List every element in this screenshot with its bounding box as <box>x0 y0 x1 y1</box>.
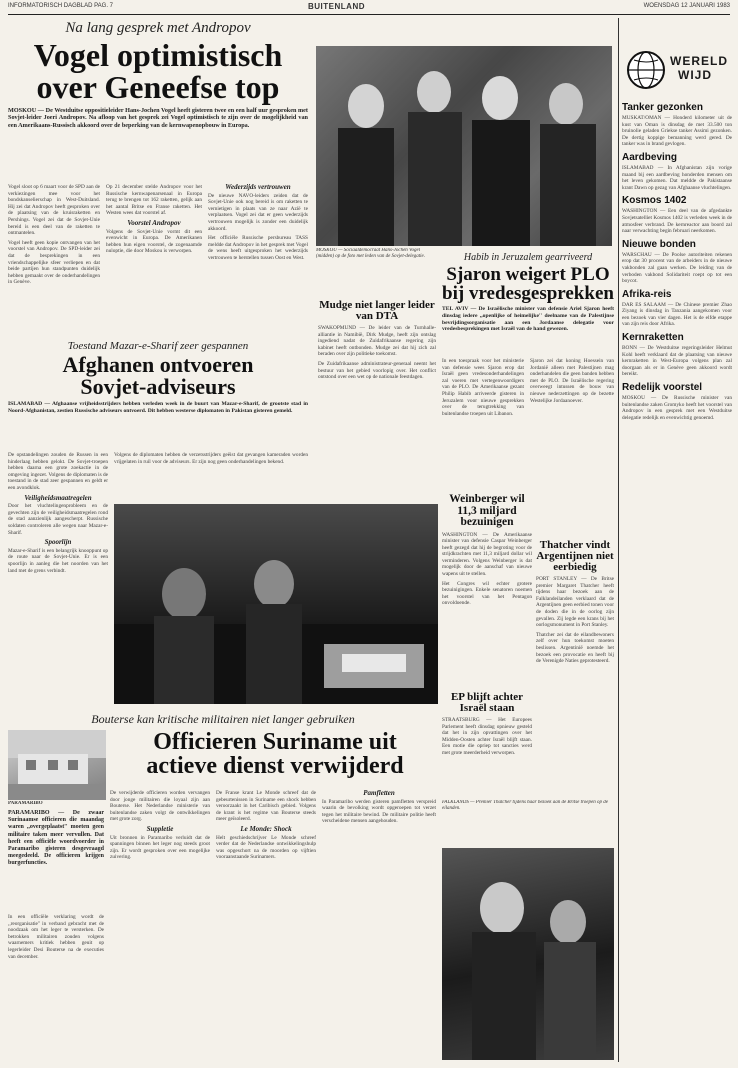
andropov-col-2 <box>106 184 202 334</box>
sidebar-item-title: Afrika-reis <box>622 288 672 300</box>
afghanen-col-2: Volgens de diplomaten hebben de verzetsstrijders geëist dat gevangen kameraden worden vrijgelaten in ruil voor de adviseurs. Er zijn nog geen onderhandelingen bekend. <box>114 452 308 465</box>
suriname-col-3 <box>216 790 316 1060</box>
andropov-p1: Vogel sloot op 6 maart voor de SPD aan de verkiezingen mee voor het bondskanselierschap in West-Duitsland. Hij zei dat Andropov heeft gesproken over de plaatsing van de kruisraketten en Pershings. Vogel zei dat de Sovjet-Unie bereid is een deel van de raketten te ontmantelen. <box>8 184 100 237</box>
page-date: WOENSDAG 12 JANUARI 1983 <box>643 3 730 9</box>
sidebar-item-title: Tanker gezonken <box>622 102 703 113</box>
sidebar-item-body: MUSKAT/OMAN — Honderd kilometer uit de kust van Oman is dinsdag de met 33.500 ton bruinolie geladen Griekse tanker Assimi gezonken. De dertig koppige bemanning werd gered. De tanker was in brand gevlogen. <box>622 115 732 148</box>
sidebar-logo-line-2: WIJD <box>678 68 712 82</box>
mudge-headline: Mudge niet langer leider van DTA <box>319 300 435 322</box>
sidebar-item-body: WARSCHAU — De Poolse autoriteiten rekenen erop dat 30 procent van de arbeiders in de nieuwe vakbonden zal gaan werken. De leiding van de verboden vakbond Solidariteit roept op tot een boycot. <box>622 251 732 285</box>
andropov-p5: De nieuwe NAVO-leiders zeiden dat de Sovjet-Unie ook nog bereid is om raketten te vernietigen in plaats van ze naar Azië te verplaatsen. Vogel zei dat er geen wederzijds vertrouwen mogelijk is zonder een duidelijk akkoord. <box>208 192 308 232</box>
sidebar-item-body: ISLAMABAD — In Afghanistan zijn vorige maand bij een aardbeving honderden mensen om het leven gekomen. Dat meldde de Pakistaanse krant Dawn op gezag van Afghaanse vluchtelingen. <box>622 164 732 191</box>
andropov-headline-1: Vogel optimistisch <box>33 37 283 73</box>
afghanen-photo <box>114 504 438 704</box>
ep-israel-headline: EP blijft achter Israël staan <box>450 692 524 714</box>
andropov-col-1 <box>8 184 100 334</box>
afghanen-col-1 <box>8 452 108 706</box>
andropov-col-3 <box>208 184 308 334</box>
suriname-article <box>8 712 438 727</box>
suriname-p4: Helt geschiedschrijver Le Monde schreef verder dat de Nederlandse ontwikkelingshulp was opgeschort na de moorden op vijftien vooraanstaande Surinamers. <box>216 834 316 861</box>
sidebar-item <box>622 195 732 234</box>
sidebar-divider <box>618 18 619 1062</box>
suriname-photo-scene <box>8 730 106 800</box>
globe-icon <box>626 50 666 90</box>
thatcher-photo-scene <box>442 848 614 1060</box>
suriname-p6: Uit bronnen in Paramaribo verluidt dat de spanningen binnen het leger nog steeds groot zijn. Er wordt gesproken over een mogelijke zuivering. <box>110 834 210 861</box>
sidebar-item-body: BONN — De Westduitse regeringsleider Helmut Kohl heeft verklaard dat de plaatsing van nieuwe kernraketten in West-Europa volgens plan zal doorgaan als er in Genève geen akkoord wordt bereikt. <box>622 345 732 378</box>
sidebar-item-title: Kosmos 1402 <box>622 195 687 207</box>
sidebar-item-body: MOSKOU — De Russische minister van buitenlandse zaken Gromyko heeft het voorstel van Andropov in een gesprek met een Westduitse delegatie redelijk en evenwichtig genoemd. <box>622 395 732 421</box>
sidebar-logo <box>622 48 730 94</box>
afghanen-p3: Mazar-e-Sharif is een belangrijk knooppunt op de route naar de Sovjet-Unie. Er is een spoorlijn in aanleg die het noorden van het land met de grens verbindt. <box>8 547 108 574</box>
ep-israel-article <box>442 692 532 798</box>
suriname-headline-1: Officieren Suriname uit <box>153 729 397 755</box>
afghanen-photo-scene <box>114 504 438 704</box>
andropov-p6: Het officiële Russische persbureau TASS meldde dat Andropov in het gesprek met Vogel de wens heeft uitgesproken het wederzijds vertrouwen te herstellen tussen Oost en West. <box>208 235 308 261</box>
sjaron-kicker: Habib in Jeruzalem gearriveerd <box>463 252 593 263</box>
sjaron-col-2: Sjaron zei dat koning Hoessein van Jordanië alleen met Palestijnen mag onderhandelen die geen banden hebben met de PLO. De Israëlische regering overweegt intussen de bouw van nieuwe nederzettingen op de bezette Westelijke Jordaanoever. <box>530 358 614 404</box>
afghanen-kicker: Toestand Mazar-e-Sharif zeer gespannen <box>67 340 249 352</box>
sjaron-article <box>442 252 614 333</box>
weinberger-p2: Het Congres wil echter grotere bezuinigingen. Enkele senatoren noemen het voorstel van het Pentagon onvoldoende. <box>442 580 532 607</box>
sidebar-item-title: Kernraketten <box>622 332 684 344</box>
mudge-p1: SWAKOPMUND — De leider van de Turnhalle-alliantie in Namibië, Dirk Mudge, heeft zijn ontslag ingediend nadat de Zuidafrikaanse regering zijn kabinet heeft ontbonden. Mudge zei dat hij zich zal beraden over zijn politieke toekomst. <box>318 325 436 358</box>
andropov-kicker: Na lang gesprek met Andropov <box>65 20 251 36</box>
sidebar-item-title: Nieuwe bonden <box>622 238 696 250</box>
afghanen-sub-1: Veiligheidsmaatregelen <box>24 493 92 502</box>
suriname-col-1: In een officiële verklaring wordt de ,,reorganisatie'' in verband gebracht met de noodzaak om het leger te versterken. De betrokken militairen zouden volgens waarnemers kritiek hebben geuit op legerleider Desi Bouterse na de executies van december. <box>8 914 104 960</box>
suriname-p3: De Franse krant Le Monde schreef dat de gebeurtenissen in Suriname een shock hebben veroorzaakt in het Caribisch gebied. Volgens de krant is het regime van Bouterse steeds meer geïsoleerd. <box>216 790 316 823</box>
weinberger-p1: WASHINGTON — De Amerikaanse minister van defensie Caspar Weinberger heeft gezegd dat hij de begroting voor de strijdkrachten met 11,3 miljard dollar wil verminderen. Volgens Weinberger is dat mogelijk door de aanschaf van nieuwe wapens uit te stellen. <box>442 531 532 578</box>
suriname-p5: In Paramaribo werden gisteren pamfletten verspreid waarin de bevolking wordt opgeroepen tot verzet tegen het militaire bewind. De militaire politie heeft verscheidene mensen aangehouden. <box>322 798 436 825</box>
afghanen-article <box>8 340 308 415</box>
thatcher-p2: Thatcher zei dat de eilandbewoners zelf over hun toekomst moeten beslissen. Argentinië noemde het bezoek een provocatie en heeft bij de Verenigde Naties geprotesteerd. <box>536 631 614 665</box>
sjaron-lead: TEL AVIV — De Israëlische minister van defensie Ariel Sjaron heeft dinsdag iedere ,,openlijke of heimelijke'' deelname van de Palestijnse bevrijdingsorganisatie aan een Jordaanse delegatie voor vredesbesprekingen met Israël van de hand gewezen. <box>442 306 614 333</box>
andropov-sub-2: Wederzijds vertrouwen <box>225 184 291 191</box>
andropov-lead: MOSKOU — De Westduitse oppositieleider Hans-Jochen Vogel heeft gisteren twee en een half uur gesproken met Sovjet-leider Joeri Andropov. Na afloop van het gesprek zei Vogel optimistisch te zijn over de mogelijkheid van een Amerikaans-Russisch akkoord over de beperking van de kernwapenopbouw in Europa. <box>8 107 308 129</box>
sidebar-item <box>622 152 732 191</box>
section-title: BUITENLAND <box>308 2 365 11</box>
andropov-sub-1: Voorstel Andropov <box>127 218 181 227</box>
suriname-headline-2: actieve dienst verwijderd <box>146 753 404 779</box>
sidebar-item-body: DAR ES SALAAM — De Chinese premier Zhao Ziyang is dinsdag in Tanzania aangekomen voor een bezoek van vier dagen. Het is de elfde etappe van zijn reis door Afrika. <box>622 301 732 328</box>
weinberger-article <box>442 494 532 684</box>
sjaron-headline-2: bij vredesgesprekken <box>442 283 614 304</box>
mudge-p2: De Zuidafrikaanse administrateur-generaal neemt het bestuur van het gebied voorlopig over. Het conflict ontstond over een wet op de nationale feestdagen. <box>318 360 436 381</box>
sidebar-item-body: WASHINGTON — Een deel van de afgedankte Sovjetsatelliet Kosmos 1402 is verleden week in de atmosfeer verbrand. De kernreactor aan boord zal naar verwachting begin februari neerkomen. <box>622 208 732 235</box>
sidebar-item <box>622 332 732 378</box>
afghanen-lead: ISLAMABAD — Afghaanse vrijheidsstrijders hebben verleden week in de buurt van Mazar-e-Sharif, de grootste stad in Noord-Afghanistan, zestien Russische adviseurs ontvoerd. Dit hebben westerse diplomaten in Pakistan gisteren gemeld. <box>8 401 308 414</box>
mudge-article <box>318 300 436 478</box>
andropov-p2: Vogel heeft geen kopie ontvangen van het voorstel van Andropov. De SPD-leider zei dat de besprekingen in een vriendschappelijke sfeer verliepen en dat beide partijen hun standpunten duidelijk hebben gemaakt over de onderhandelingen in Genève. <box>8 239 100 286</box>
afghanen-p2: Door het vluchtelingenprobleem en de gevechten zijn de veiligheidsmaatregelen rond de stad aanzienlijk aangescherpt. Russische soldaten controleren alle wegen naar Mazar-e-Sharif. <box>8 503 108 536</box>
suriname-lead: PARAMARIBO — De zwaar Surinaamse officieren die maandag waren ,,overgeplaatst'' moeten geen militaire taken meer vervullen. Dat heeft een officiële woordvoerder in Paramaribo gisteren desgevraagd meegedeeld. De officieren krijgen burgerfuncties. <box>8 810 104 867</box>
afghanen-sub-2: Spoorlijn <box>44 538 72 547</box>
sidebar-item <box>622 382 732 421</box>
ep-israel-p1: STRAATSBURG — Het Europees Parlement heeft dinsdag opnieuw gesteld dat het in zijn opvattingen over het Midden-Oosten achter Israël blijft staan. Een motie die opriep tot sancties werd met grote meerderheid verworpen. <box>442 717 532 756</box>
andropov-photo-figures <box>316 46 612 246</box>
suriname-sub-3: Pamfletten <box>363 790 395 797</box>
sjaron-col-1: In een toespraak voor het ministerie van defensie wees Sjaron erop dat Israël geen vredesonderhandelingen zal voeren met vertegenwoordigers van de PLO. De Amerikaanse gezant Philip Habib arriveerde gisteren in Jeruzalem voor nieuwe gesprekken over de terugtrekking van buitenlandse troepen uit Libanon. <box>442 358 524 417</box>
sidebar-item-title: Redelijk voorstel <box>622 382 703 394</box>
suriname-p2: De verwijderde officieren worden vervangen door jonge militairen die loyaal zijn aan Bouterse. Het Nederlandse ministerie van buitenlandse zaken volgt de ontwikkelingen met grote zorg. <box>110 790 210 823</box>
thatcher-p1: PORT STANLEY — De Britse premier Margaret Thatcher heeft tijdens haar bezoek aan de Falklandeilanden verklaard dat de Argentijnen geen eerbied tonen voor de doden die in de oorlog zijn gevallen. Zij legde een krans bij het oorlogsmonument in Port Stanley. <box>536 576 614 629</box>
suriname-col-2 <box>110 790 210 1060</box>
sidebar-item-title: Aardbeving <box>622 151 678 163</box>
paper-name: INFORMATORISCH DAGBLAD PAG. 7 <box>8 3 114 9</box>
page-header <box>8 2 730 15</box>
thatcher-photo <box>442 848 614 1060</box>
suriname-photo-caption: PARAMARIBO <box>8 801 43 806</box>
andropov-p4: Volgens de Sovjet-Unie vormt dit een evenwicht in Europa. De Amerikanen hebben hun eigen voorstel, de zogenaamde nuloptie, die door Moskou is verworpen. <box>106 228 202 255</box>
andropov-photo <box>316 46 612 246</box>
suriname-sub-1: Suppletie <box>146 824 174 833</box>
thatcher-article <box>536 540 614 792</box>
afghanen-headline-1: Afghanen ontvoeren <box>62 352 254 377</box>
andropov-p3: Op 21 december stelde Andropov voor het Russische kernwapenarsenaal in Europa terug te brengen tot 162 raketten, gelijk aan het aantal Britse en Franse raketten. Het Westen wees dat voorstel af. <box>106 184 202 217</box>
suriname-headline-block <box>112 730 438 778</box>
weinberger-headline: Weinberger wil 11,3 miljard bezuinigen <box>449 494 525 528</box>
andropov-headline-2: over Geneefse top <box>36 69 280 105</box>
suriname-photo <box>8 730 106 800</box>
andropov-article <box>8 20 308 129</box>
afghanen-headline-2: Sovjet-adviseurs <box>80 374 236 399</box>
sidebar-item <box>622 102 732 148</box>
sidebar-news-list <box>622 98 732 1060</box>
suriname-sub-2: Le Monde: Shock <box>240 824 292 833</box>
suriname-col-4 <box>322 790 436 1060</box>
thatcher-headline: Thatcher vindt Argentijnen niet eerbiedig <box>536 540 614 573</box>
thatcher-photo-caption: FALKLANDS — Premier Thatcher tijdens haar bezoek aan de Britse troepen op de eilanden. <box>442 800 608 811</box>
afghanen-p1: De opstandelingen zouden de Russen in een hinderlaag hebben gelokt. De Sovjet-troepen hebben daarna een grote zoekactie in de omgeving ingezet. Volgens de diplomaten is de toestand in de stad zeer gespannen en geldt er een avondklok. <box>8 452 108 491</box>
sjaron-headline-1: Sjaron weigert PLO <box>446 264 610 285</box>
suriname-kicker: Bouterse kan kritische militairen niet langer gebruiken <box>91 712 355 726</box>
sidebar-item <box>622 289 732 328</box>
sidebar-logo-line-1: WERELD <box>670 54 728 68</box>
andropov-photo-caption: MOSKOU — Sociaaldemocraat Hans-Jochen Vogel (midden) op de foto met leden van de Sovjet-delegatie. <box>316 248 425 259</box>
sidebar-item <box>622 239 732 285</box>
